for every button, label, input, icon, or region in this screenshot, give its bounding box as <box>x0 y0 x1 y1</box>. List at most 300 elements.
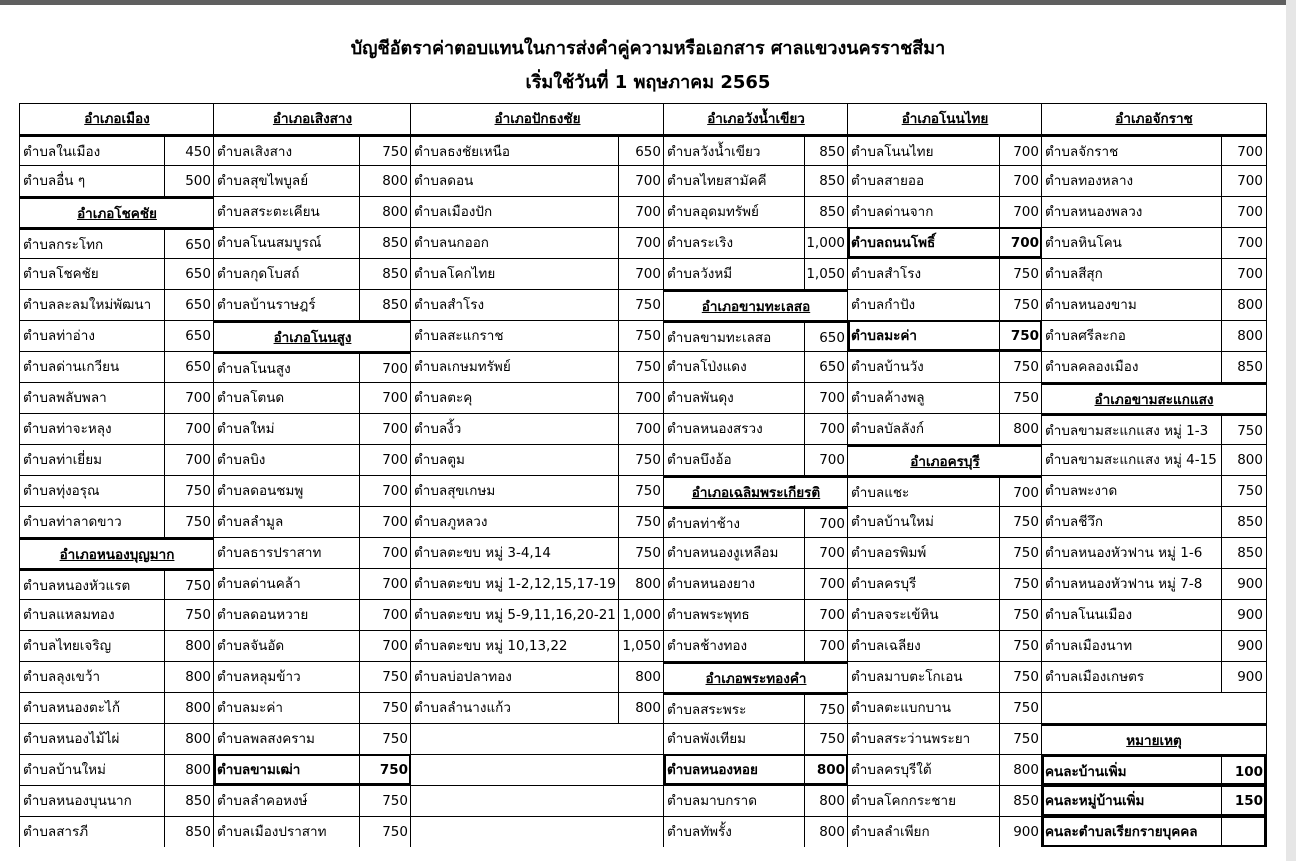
subdistrict-name: ตำบลไทยสามัคคี <box>667 173 767 189</box>
subdistrict-name: ตำบลด่านจาก <box>851 204 934 220</box>
table-row <box>214 258 411 289</box>
column-divider <box>164 290 165 320</box>
fee-value: 150 <box>1234 793 1263 809</box>
fee-value: 800 <box>185 638 211 654</box>
subdistrict-name: ตำบลจระเข้หิน <box>851 607 939 623</box>
table-row <box>848 134 1042 165</box>
subdistrict-name: ตำบลบ้านวัง <box>851 359 924 375</box>
subdistrict-name: ตำบลหนองสรวง <box>667 421 763 437</box>
column-divider <box>1221 786 1222 816</box>
subdistrict-name: ตำบลหนองบุนนาก <box>23 793 132 809</box>
subdistrict-name: ตำบลเกษมทรัพย์ <box>414 359 511 375</box>
subdistrict-name: ตำบลอุดมทรัพย์ <box>667 204 759 220</box>
subdistrict-name: ตำบลหนองหัวฟาน หมู่ 7-8 <box>1045 576 1203 592</box>
subdistrict-name: ตำบลอื่น ๆ <box>23 173 86 189</box>
table-row <box>664 382 848 413</box>
subdistrict-name: ตำบลธงชัยเหนือ <box>414 144 510 160</box>
column-divider <box>618 693 619 723</box>
column-divider <box>804 352 805 382</box>
column-divider <box>164 230 165 258</box>
fee-value: 650 <box>819 359 845 375</box>
table-row <box>411 165 664 196</box>
fee-value: 750 <box>1013 638 1039 654</box>
fee-value: 800 <box>1237 297 1263 313</box>
subdistrict-name: ตำบลบ้านราษฎร์ <box>217 297 316 313</box>
subdistrict-name: ตำบลดอน <box>414 173 474 189</box>
column-divider <box>999 321 1000 351</box>
column-divider <box>618 352 619 382</box>
subdistrict-name: ตำบลโป่งแดง <box>667 359 747 375</box>
table-row <box>1042 413 1266 444</box>
table-row <box>20 754 214 785</box>
column-divider <box>618 414 619 444</box>
subdistrict-name: ตำบลวังหมี <box>667 266 733 282</box>
column-divider <box>618 383 619 413</box>
table-row <box>1042 537 1266 568</box>
fee-value: 700 <box>382 361 408 377</box>
column-divider <box>999 166 1000 196</box>
table-row <box>664 692 848 723</box>
fee-value: 800 <box>1013 762 1039 778</box>
table-row <box>214 165 411 196</box>
fee-value: 750 <box>1013 390 1039 406</box>
table-row <box>664 196 848 227</box>
district-header: อำเภอเฉลิมพระเกียรติ <box>664 475 848 506</box>
column-divider <box>359 662 360 692</box>
column-divider <box>618 476 619 506</box>
subdistrict-name: ตำบลลุงเขว้า <box>23 669 101 685</box>
subdistrict-name: ตำบลพระพุทธ <box>667 607 750 623</box>
column-divider <box>999 600 1000 630</box>
table-row <box>214 444 411 475</box>
table-row <box>214 506 411 537</box>
column-divider <box>359 197 360 227</box>
subdistrict-name: ตำบลท่าเยี่ยม <box>23 452 103 468</box>
fee-value: 700 <box>1237 144 1263 160</box>
table-row <box>20 630 214 661</box>
column-divider <box>1221 631 1222 661</box>
district-header: อำเภอโนนไทย <box>848 103 1042 134</box>
table-row <box>848 196 1042 227</box>
fee-value: 750 <box>379 762 408 778</box>
table-row <box>20 289 214 320</box>
column-divider <box>999 259 1000 289</box>
column-divider <box>359 693 360 723</box>
fee-value: 650 <box>185 237 211 253</box>
column-divider <box>618 507 619 537</box>
table-row <box>411 227 664 258</box>
table-row <box>848 475 1042 506</box>
fee-value: 750 <box>1013 545 1039 561</box>
column-divider <box>164 137 165 165</box>
fee-value: 800 <box>382 173 408 189</box>
district-header: อำเภอพระทองคำ <box>664 661 848 692</box>
table-row <box>411 630 664 661</box>
fee-value: 700 <box>1010 235 1039 251</box>
table-row <box>411 599 664 630</box>
table-row <box>848 599 1042 630</box>
fee-value: 100 <box>1234 764 1263 780</box>
table-row <box>411 568 664 599</box>
column-divider <box>618 631 619 661</box>
table-row <box>411 134 664 165</box>
subdistrict-name: ตำบลท่าจะหลุง <box>23 421 112 437</box>
fee-value: 700 <box>819 576 845 592</box>
fee-value: 850 <box>819 173 845 189</box>
subdistrict-name: ตำบลคลองเมือง <box>1045 359 1139 375</box>
table-row <box>411 351 664 382</box>
subdistrict-name: ตำบลเมืองนาท <box>1045 638 1133 654</box>
table-row <box>848 506 1042 537</box>
subdistrict-name: ตำบลโคกกระชาย <box>851 793 956 809</box>
subdistrict-name: ตำบลขามเฒ่า <box>217 762 301 778</box>
subdistrict-name: ตำบลสารภี <box>23 824 89 840</box>
column-divider <box>164 321 165 351</box>
fee-value: 750 <box>382 793 408 809</box>
column-divider <box>164 507 165 537</box>
district-header: อำเภอขามทะเลสอ <box>664 289 848 320</box>
fee-value: 700 <box>819 516 845 532</box>
column-divider <box>999 786 1000 816</box>
table-row <box>20 661 214 692</box>
table-row <box>664 599 848 630</box>
subdistrict-name: ตำบลระเริง <box>667 235 734 251</box>
fee-value: 450 <box>185 144 211 160</box>
subdistrict-name: ตำบลจันอัด <box>217 638 285 654</box>
subdistrict-name: ตำบลด่านเกวียน <box>23 359 120 375</box>
subdistrict-name: ตำบลหนองหอย <box>667 762 758 778</box>
column-divider <box>618 569 619 599</box>
fee-value: 700 <box>382 638 408 654</box>
subdistrict-name: ตำบลแชะ <box>851 485 910 501</box>
fee-value: 850 <box>382 297 408 313</box>
district-column <box>663 103 848 847</box>
subdistrict-name: ตำบลครบุรี <box>851 576 917 592</box>
fee-value: 1,050 <box>806 266 845 282</box>
table-row <box>848 289 1042 320</box>
column-divider <box>1221 538 1222 568</box>
table-row <box>664 320 848 351</box>
table-row <box>214 568 411 599</box>
column-divider <box>999 383 1000 413</box>
fee-value: 750 <box>1237 423 1263 439</box>
column-divider <box>804 695 805 723</box>
fee-value: 800 <box>635 669 661 685</box>
subdistrict-name: ตำบลไทยเจริญ <box>23 638 112 654</box>
fee-value: 850 <box>1237 359 1263 375</box>
subdistrict-name: ตำบลอรพิมพ์ <box>851 545 927 561</box>
fee-value: 800 <box>1237 328 1263 344</box>
table-row <box>1042 754 1266 785</box>
fee-value: 800 <box>1013 421 1039 437</box>
subdistrict-name: ตำบลธารปราสาท <box>217 545 322 561</box>
column-divider <box>359 228 360 258</box>
table-row <box>1042 196 1266 227</box>
column-divider <box>804 414 805 444</box>
table-row <box>848 351 1042 382</box>
district-column <box>1041 103 1267 847</box>
subdistrict-name: ตำบลตะแบกบาน <box>851 700 952 716</box>
column-divider <box>999 414 1000 444</box>
column-divider <box>359 414 360 444</box>
column-divider <box>999 538 1000 568</box>
table-row <box>1042 506 1266 537</box>
subdistrict-name: ตำบลท่าช้าง <box>667 516 741 532</box>
fee-value: 700 <box>382 576 408 592</box>
scrollbar-track[interactable] <box>1286 0 1296 861</box>
column-divider <box>999 228 1000 258</box>
column-divider <box>999 352 1000 382</box>
fee-value: 900 <box>1013 824 1039 840</box>
table-row <box>411 475 664 506</box>
table-row <box>214 692 411 723</box>
fee-value: 750 <box>1013 669 1039 685</box>
fee-value: 750 <box>635 328 661 344</box>
table-row <box>214 134 411 165</box>
column-divider <box>1221 507 1222 537</box>
column-divider <box>1221 445 1222 475</box>
fee-value: 1,050 <box>622 638 661 654</box>
subdistrict-name: ตำบลโนนสูง <box>217 361 291 377</box>
column-divider <box>999 137 1000 165</box>
district-column <box>19 103 214 847</box>
table-row <box>664 568 848 599</box>
table-row <box>20 320 214 351</box>
column-divider <box>164 166 165 196</box>
table-row <box>664 134 848 165</box>
column-divider <box>359 290 360 320</box>
column-divider <box>999 569 1000 599</box>
subdistrict-name: ตำบลในเมือง <box>23 144 101 160</box>
subdistrict-name: ตำบลบัลลังก์ <box>851 421 925 437</box>
fee-value: 750 <box>382 669 408 685</box>
table-row <box>20 258 214 289</box>
column-divider <box>999 662 1000 692</box>
subdistrict-name: ตำบลโนนเมือง <box>1045 607 1133 623</box>
fee-value: 700 <box>635 390 661 406</box>
table-row <box>214 475 411 506</box>
column-divider <box>164 600 165 630</box>
table-row <box>214 723 411 754</box>
subdistrict-name: ตำบลตูม <box>414 452 465 468</box>
column-divider <box>804 509 805 537</box>
fee-value: 700 <box>382 514 408 530</box>
column-divider <box>804 724 805 754</box>
fee-value: 700 <box>635 235 661 251</box>
subdistrict-name: ตำบลละลมใหม่พัฒนา <box>23 297 152 313</box>
fee-value: 700 <box>635 421 661 437</box>
fee-value: 750 <box>382 731 408 747</box>
subdistrict-name: ตำบลเมืองเกษตร <box>1045 669 1145 685</box>
district-header: อำเภอเมือง <box>20 103 214 134</box>
fee-value: 700 <box>382 390 408 406</box>
table-row <box>664 413 848 444</box>
district-header: หมายเหตุ <box>1042 723 1266 754</box>
subdistrict-name: ตำบลงิ้ว <box>414 421 462 437</box>
subdistrict-name: ตำบลพันดุง <box>667 390 734 406</box>
table-row <box>20 165 214 196</box>
column-divider <box>618 259 619 289</box>
table-row <box>214 754 411 785</box>
fee-value: 900 <box>1237 576 1263 592</box>
fee-value: 750 <box>635 514 661 530</box>
subdistrict-name: ตำบลพลสงคราม <box>217 731 315 747</box>
district-header: อำเภอปักธงชัย <box>411 103 664 134</box>
fee-value: 850 <box>185 793 211 809</box>
table-row <box>411 258 664 289</box>
subdistrict-name: ตำบลท่าลาดขาว <box>23 514 122 530</box>
column-divider <box>164 786 165 816</box>
column-divider <box>804 228 805 258</box>
subdistrict-name: ตำบลศรีละกอ <box>1045 328 1126 344</box>
empty-cell <box>411 754 664 785</box>
table-row <box>20 568 214 599</box>
district-header: อำเภอหนองบุญมาก <box>20 537 214 568</box>
table-row <box>848 692 1042 723</box>
column-divider <box>359 259 360 289</box>
fee-value: 850 <box>185 824 211 840</box>
fee-value: 750 <box>1013 731 1039 747</box>
subdistrict-name: ตำบลหลุมข้าว <box>217 669 301 685</box>
column-divider <box>618 290 619 320</box>
subdistrict-name: ตำบลหนองหัวแรต <box>23 578 131 594</box>
subdistrict-name: ตำบลลำคอหงษ์ <box>217 793 308 809</box>
fee-value: 700 <box>635 173 661 189</box>
subdistrict-name: ตำบลสะแกราช <box>414 328 504 344</box>
column-divider <box>999 197 1000 227</box>
district-column <box>213 103 411 847</box>
column-divider <box>359 538 360 568</box>
column-divider <box>1221 600 1222 630</box>
subdistrict-name: ตำบลถนนโพธิ์ <box>851 235 936 251</box>
district-header: อำเภอโนนสูง <box>214 320 411 351</box>
table-row <box>1042 134 1266 165</box>
column-divider <box>164 476 165 506</box>
subdistrict-name: ตำบลโตนด <box>217 390 285 406</box>
table-row <box>20 785 214 816</box>
subdistrict-name: ตำบลทองหลาง <box>1045 173 1134 189</box>
table-row <box>411 661 664 692</box>
fee-value: 750 <box>635 545 661 561</box>
subdistrict-name: คนละหมู่บ้านเพิ่ม <box>1045 793 1145 809</box>
fee-value: 800 <box>185 731 211 747</box>
subdistrict-name: ตำบลลำเพียก <box>851 824 930 840</box>
window-top-bar <box>0 0 1296 5</box>
fee-value: 850 <box>1237 545 1263 561</box>
column-divider <box>359 631 360 661</box>
table-row <box>848 258 1042 289</box>
subdistrict-name: ตำบลตะขบ หมู่ 3-4,14 <box>414 545 551 561</box>
district-header: อำเภอวังน้ำเขียว <box>664 103 848 134</box>
column-divider <box>804 259 805 289</box>
fee-value: 750 <box>1013 297 1039 313</box>
column-divider <box>1221 352 1222 382</box>
fee-value: 700 <box>819 607 845 623</box>
column-divider <box>359 755 360 785</box>
column-divider <box>1221 662 1222 692</box>
subdistrict-name: ตำบลใหม่ <box>217 421 275 437</box>
subdistrict-name: ตำบลบ้านใหม่ <box>851 514 934 530</box>
fee-value: 800 <box>819 793 845 809</box>
subdistrict-name: ตำบลโนนสมบูรณ์ <box>217 235 322 251</box>
fee-value: 750 <box>382 144 408 160</box>
column-divider <box>618 538 619 568</box>
column-divider <box>804 569 805 599</box>
column-divider <box>999 507 1000 537</box>
table-row <box>214 382 411 413</box>
column-divider <box>359 137 360 165</box>
subdistrict-name: ตำบลจักราช <box>1045 144 1119 160</box>
fee-value: 650 <box>185 297 211 313</box>
column-divider <box>1221 569 1222 599</box>
column-divider <box>1221 476 1222 506</box>
subdistrict-name: ตำบลเฉลียง <box>851 638 921 654</box>
fee-value: 750 <box>185 578 211 594</box>
subdistrict-name: ตำบลสายออ <box>851 173 925 189</box>
column-divider <box>164 693 165 723</box>
table-row <box>848 165 1042 196</box>
fee-value: 700 <box>382 607 408 623</box>
fee-value: 700 <box>1237 204 1263 220</box>
subdistrict-name: ตำบลบิง <box>217 452 266 468</box>
table-row <box>848 320 1042 351</box>
column-divider <box>618 137 619 165</box>
column-divider <box>804 197 805 227</box>
fee-value: 750 <box>382 824 408 840</box>
column-divider <box>1221 416 1222 444</box>
table-row <box>1042 444 1266 475</box>
column-divider <box>164 724 165 754</box>
table-row <box>20 444 214 475</box>
column-divider <box>164 662 165 692</box>
subdistrict-name: ตำบลหินโคน <box>1045 235 1122 251</box>
fee-value: 1,000 <box>806 235 845 251</box>
subdistrict-name: ตำบลดอนหวาย <box>217 607 309 623</box>
fee-value: 700 <box>819 421 845 437</box>
fee-value: 650 <box>185 266 211 282</box>
fee-value: 750 <box>1013 359 1039 375</box>
subdistrict-name: คนละตำบลเรียกรายบุคคล <box>1045 824 1198 840</box>
fee-value: 700 <box>1013 173 1039 189</box>
table-row <box>664 816 848 847</box>
table-row <box>411 692 664 723</box>
subdistrict-name: ตำบลเมืองปัก <box>414 204 493 220</box>
table-row <box>411 537 664 568</box>
subdistrict-name: ตำบลสระว่านพระยา <box>851 731 971 747</box>
table-row <box>664 444 848 475</box>
subdistrict-name: ตำบลครบุรีใต้ <box>851 762 932 778</box>
fee-value: 750 <box>635 452 661 468</box>
fee-value: 750 <box>1237 483 1263 499</box>
table-row <box>214 816 411 847</box>
column-divider <box>164 259 165 289</box>
subdistrict-name: ตำบลค้างพลู <box>851 390 925 406</box>
table-row <box>20 351 214 382</box>
table-row <box>411 413 664 444</box>
subdistrict-name: ตำบลนกออก <box>414 235 489 251</box>
table-row <box>214 630 411 661</box>
subdistrict-name: ตำบลบ้านใหม่ <box>23 762 106 778</box>
subdistrict-name: ตำบลบ่อปลาทอง <box>414 669 512 685</box>
table-row <box>1042 661 1266 692</box>
table-row <box>664 785 848 816</box>
column-divider <box>359 569 360 599</box>
column-divider <box>359 507 360 537</box>
subdistrict-name: ตำบลหนองยาง <box>667 576 756 592</box>
column-divider <box>164 352 165 382</box>
table-row <box>848 723 1042 754</box>
fee-value: 750 <box>185 514 211 530</box>
